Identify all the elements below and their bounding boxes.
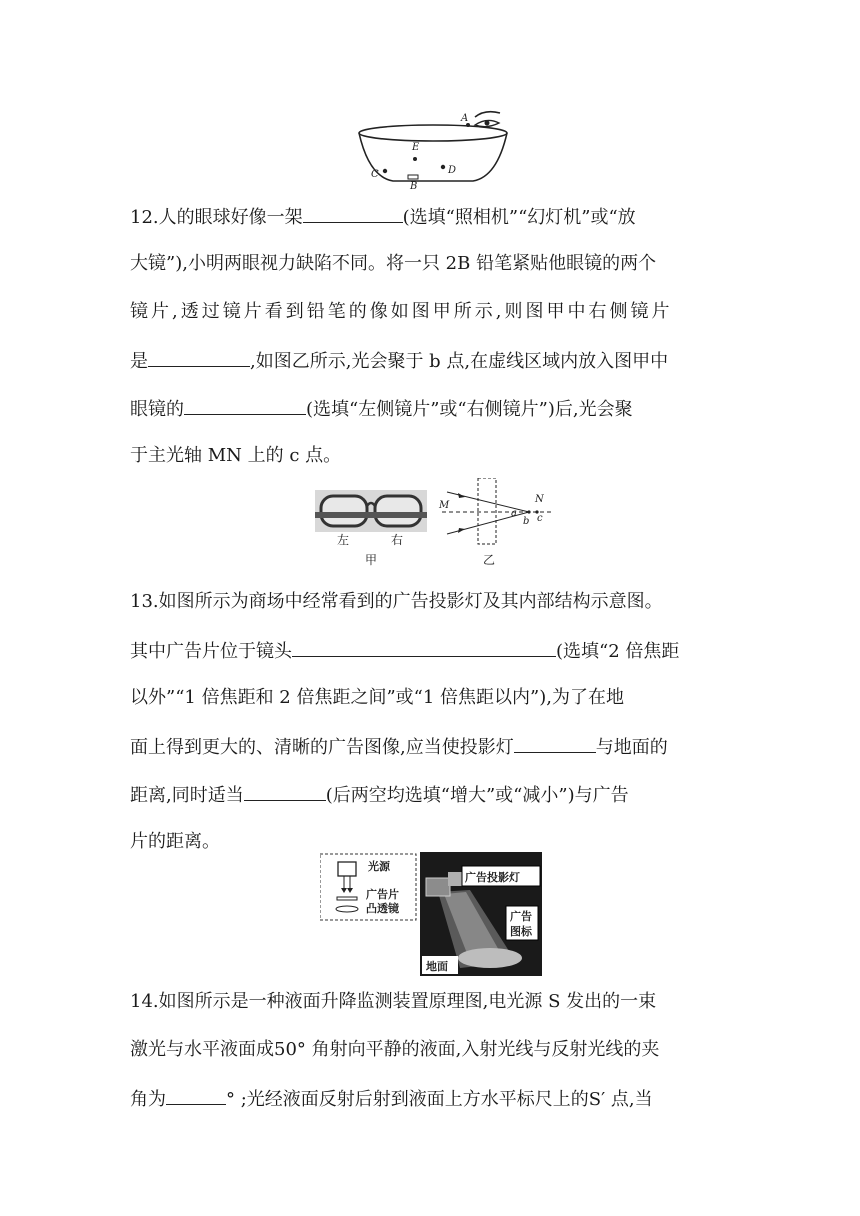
caption-yi: 乙 bbox=[483, 553, 496, 567]
q13-line-4: 面上得到更大的、清晰的广告图像,应当使投影灯 与地面的 bbox=[130, 734, 668, 760]
label-N: N bbox=[535, 494, 544, 505]
label-b: b bbox=[523, 516, 530, 527]
label-A: A bbox=[461, 113, 469, 124]
label-ad-icon-1: 广告 bbox=[510, 910, 532, 923]
label-M: M bbox=[439, 500, 450, 511]
label-c: c bbox=[537, 513, 543, 524]
q12-line-2: 大镜”),小明两眼视力缺陷不同。将一只 2B 铅笔紧贴他眼镜的两个 bbox=[130, 253, 657, 274]
q12-blank-1[interactable] bbox=[303, 204, 403, 223]
label-light-source: 光源 bbox=[368, 860, 390, 873]
bowl-diagram bbox=[355, 105, 530, 190]
eyebrow-icon bbox=[475, 112, 500, 117]
label-C: C bbox=[371, 169, 379, 180]
q12-line-3: 镜片,透过镜片看到铅笔的像如图甲所示,则图甲中右侧镜片 bbox=[130, 301, 673, 322]
bowl-figure bbox=[355, 105, 530, 190]
q12-line-5: 眼镜的 (选填“左侧镜片”或“右侧镜片”)后,光会聚 bbox=[130, 396, 633, 422]
q12-blank-3[interactable] bbox=[184, 396, 306, 415]
q13-line-3: 以外”“1 倍焦距和 2 倍焦距之间”或“1 倍焦距以内”),为了在地 bbox=[130, 687, 624, 708]
q13-blank-2[interactable] bbox=[514, 734, 596, 753]
q14-line-1: 14.如图所示是一种液面升降监测装置原理图,电光源 S 发出的一束 bbox=[130, 991, 657, 1012]
q12-line-4: 是 ,如图乙所示,光会聚于 b 点,在虚线区域内放入图甲中 bbox=[130, 348, 668, 374]
label-D: D bbox=[448, 165, 457, 176]
label-E: E bbox=[412, 142, 420, 153]
caption-jia: 甲 bbox=[365, 553, 378, 567]
q13-line-1: 13.如图所示为商场中经常看到的广告投影灯及其内部结构示意图。 bbox=[130, 591, 663, 612]
glasses-figure bbox=[315, 478, 555, 568]
q12-line-1: 12.人的眼球好像一架 (选填“照相机”“幻灯机”或“放 bbox=[130, 204, 636, 230]
q14-blank-1[interactable] bbox=[166, 1086, 226, 1105]
projector-diagram bbox=[320, 852, 542, 976]
label-ad-icon-2: 图标 bbox=[510, 925, 532, 938]
q14-line-2: 激光与水平液面成50° 角射向平静的液面,入射光线与反射光线的夹 bbox=[130, 1039, 660, 1060]
q12-line-6: 于主光轴 MN 上的 c 点。 bbox=[130, 445, 342, 466]
label-convex-lens: 凸透镜 bbox=[366, 902, 399, 915]
label-a: a bbox=[511, 508, 517, 519]
q13-line-5: 距离,同时适当 (后两空均选填“增大”或“减小”)与广告 bbox=[130, 782, 629, 808]
label-lamp: 广告投影灯 bbox=[465, 871, 520, 884]
label-B: B bbox=[410, 181, 418, 190]
q12-blank-2[interactable] bbox=[148, 348, 250, 367]
glasses-diagram bbox=[315, 478, 555, 568]
q13-blank-3[interactable] bbox=[244, 782, 326, 801]
projector-figure bbox=[320, 852, 542, 976]
label-right: 右 bbox=[391, 533, 404, 547]
q13-line-2: 其中广告片位于镜头 (选填“2 倍焦距 bbox=[130, 638, 679, 664]
q13-line-6: 片的距离。 bbox=[130, 831, 220, 852]
q13-blank-1[interactable] bbox=[292, 638, 556, 657]
q14-line-3: 角为 ° ;光经液面反射后射到液面上方水平标尺上的S′ 点,当 bbox=[130, 1086, 653, 1112]
label-left: 左 bbox=[337, 533, 350, 547]
label-ground: 地面 bbox=[426, 960, 448, 973]
label-ad-film: 广告片 bbox=[366, 888, 399, 901]
